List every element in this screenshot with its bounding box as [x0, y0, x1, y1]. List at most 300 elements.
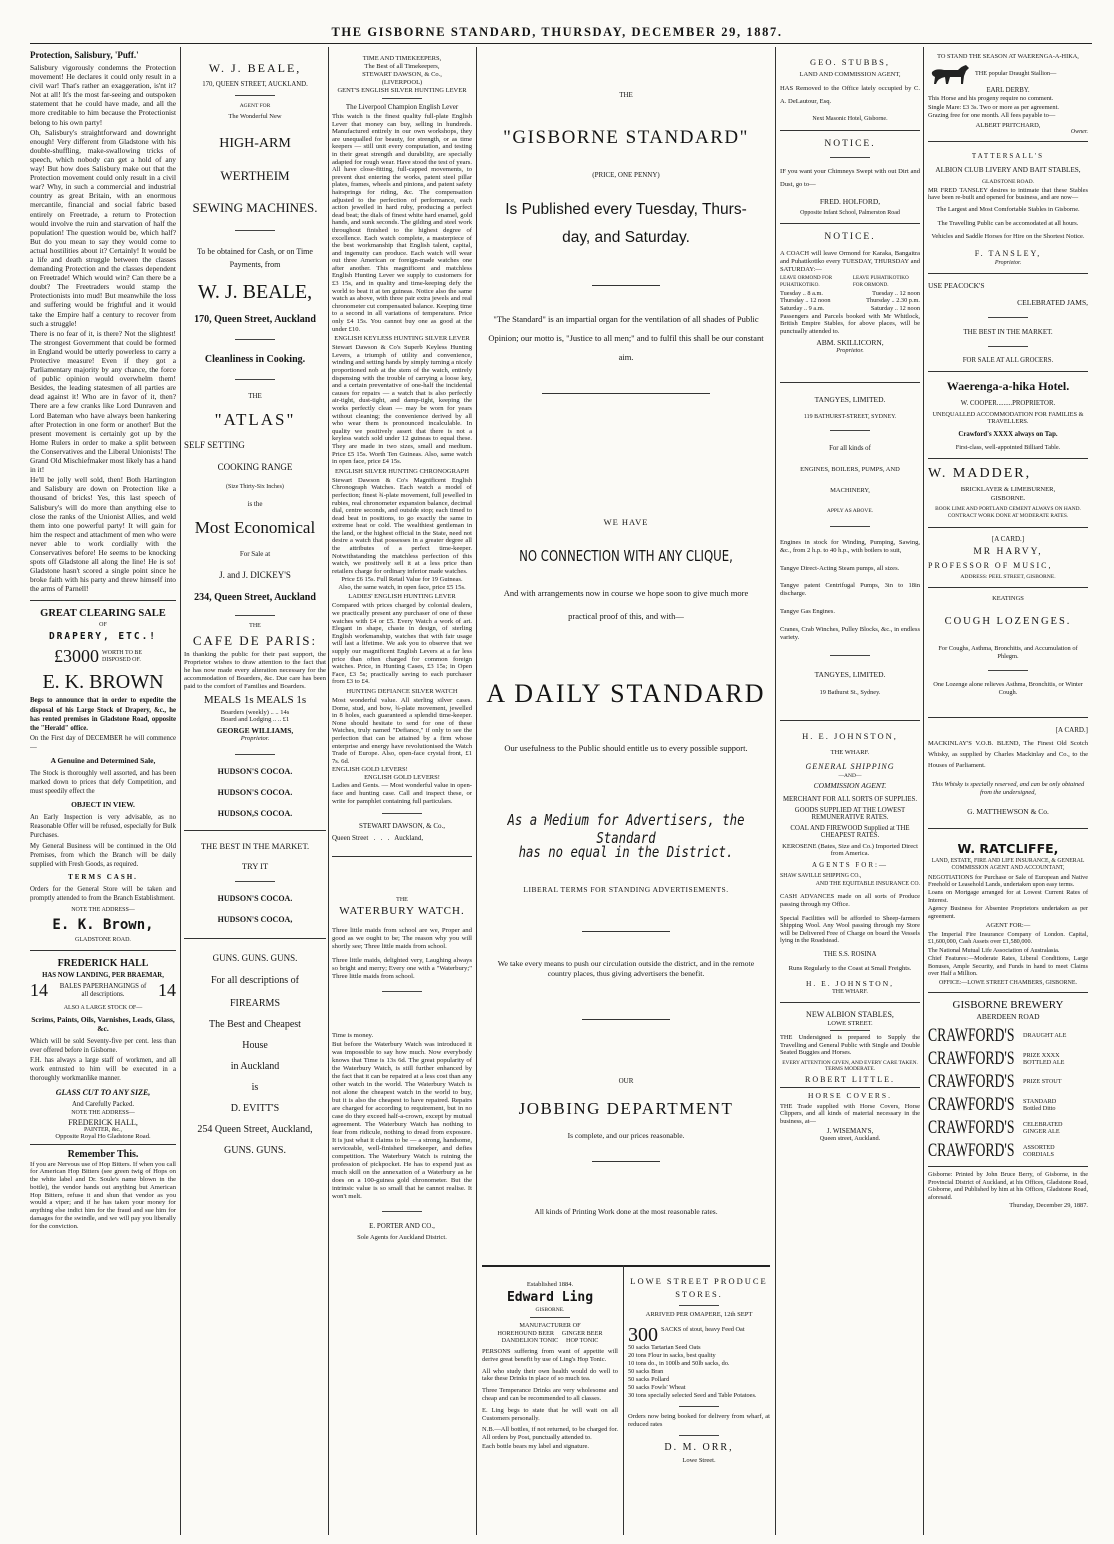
- best-cheapest: The Best and Cheapest: [209, 1019, 301, 1030]
- hall-trade: PAINTER, &c.,: [83, 1126, 123, 1133]
- divider: [382, 813, 422, 814]
- leave-ormond: LEAVE ORMOND FOR PUHATIKOTIKO.: [780, 275, 833, 288]
- loans: Loans on Mortgage arranged for at Lowest Current Rates of Interest.: [928, 889, 1088, 904]
- divider: [830, 526, 870, 527]
- agents-for: AGENTS FOR:—: [812, 861, 888, 870]
- divider: [382, 98, 422, 99]
- harvy-name: MR HARVY,: [973, 546, 1043, 557]
- travelling-public: The Travelling Public can be accomodated at all hours.: [937, 219, 1079, 227]
- robert-little: ROBERT LITTLE.: [804, 1074, 896, 1084]
- divider: [235, 881, 275, 882]
- hall-bales-row: [30, 980, 176, 1001]
- range-size: (Size Thirty-Six Inches): [226, 484, 284, 490]
- standard-the: THE: [619, 91, 633, 99]
- waterbury-text: But before the Waterbury Watch was introduced it was impossible to say how much. Now everybody knows that Time is 13s 6d. The great popularity of the Waterbury Watch, is still further enhanced by the fact that it can be repaired at a less cost than any other watch in the world. The Waterbury Watch is not alone the cheapest watch in the world to buy, but it is also the cheapest to have repaired. Repairs are charged for according to requirement, but in no case do they exceed half-a-crown, except by mutual agreement. The Waterbury Watch has nothing to fear from ridicule, nothing to dread from exposure. It is just what it claims to be — a strong, handsome, serviceable, well-finished timekeeper, and defies competition. The Waterbury Watch is ruining the profession of pickpocket. He has to expend just as much skill on the annexation of a Waterbury as he does on a 100-guinea gold chronometer. But the intrinsic value is so small that he cannot realise. It won't melt.: [332, 1041, 472, 1201]
- high-arm: HIGH-ARM: [219, 136, 291, 151]
- imperial: The Imperial Fire Insurance Company of London. Capital, £1,600,000, Cash Assets over £1,580,000.: [928, 930, 1088, 946]
- hudsons-cocoa: HUDSON'S COCOA.: [217, 767, 293, 776]
- sale-amount-note: WORTH TO BE DISPOSED OF.: [102, 649, 143, 663]
- crawford-product: PRIZE XXXX BOTTLED ALE: [1023, 1051, 1065, 1066]
- liverpool: (LIVERPOOL): [381, 79, 423, 86]
- divider: [382, 991, 422, 992]
- masthead-rule: [30, 43, 1092, 44]
- atlas-the: THE: [248, 392, 262, 400]
- lowe-street: LOWE STREET.: [827, 1019, 873, 1027]
- sacks-row: [628, 1326, 770, 1344]
- keyless-text: Stewart Dawson & Co's Superb Keyless Hunting Levers, a triumph of utility and convenience, winding and setting hands by simply turning a nicely proportioned nob at the stem of the watch, entirely dispensing with the trouble of carrying a loose key, and a certain preventative of one-half the incidental causes for repairs — a watch that is also perfectly air-tight, dust-tight, and damp-tight, keeping the works perfectly clean — may be worn for years without cleaning; the convenience derived by all who wear them is pronounced incalculable. In quality we positively assert that there is not a keyless watch sold under 12 guineas to equal these. They are made in two sizes, small and medium. Price £5 15s. Worth Ten Guineas. Also, same watch in open face, price £4 15s.: [332, 344, 472, 466]
- engines-text: Cranes, Crab Winches, Pulley Blocks, &c., in endless variety.: [780, 625, 920, 641]
- lime-text: BOOK LIME AND PORTLAND CEMENT ALWAYS ON HAND. CONTRACT WORK DONE AT MODERATE RATES.: [935, 505, 1081, 519]
- divider: [928, 141, 1088, 142]
- divider: [235, 379, 275, 380]
- pritchard: ALBERT PRITCHARD,: [975, 121, 1041, 129]
- brown-text: OBJECT IN VIEW.: [71, 800, 135, 810]
- for-coughs: For Coughs, Asthma, Bronchitis, and Accumulation of Phlegm.: [938, 644, 1078, 660]
- jobbing-complete: Is complete, and our prices reasonable.: [567, 1131, 685, 1140]
- brown-text: An Early Inspection is very advisable, as no Reasonable Offer will be refused, especially for Bulk Purchases.: [30, 814, 176, 840]
- evitt-address: 254 Queen Street, Auckland,: [197, 1124, 313, 1135]
- cafe-the: THE: [249, 623, 261, 629]
- time-cell: Tuesday .. 8 a.m.: [780, 289, 823, 297]
- defiance-heading: HUNTING DEFIANCE SILVER WATCH: [346, 687, 458, 695]
- apply-above: APPLY AS ABOVE.: [826, 507, 874, 514]
- article-paragraph: There is no fear of it, is there? Not the slightest! The strongest Government that could be formed in England would be utterly powerless to carry a Protective measure! Even if they got a Parliamentary majority by any chance, the force of public opinion would overwhelm them! Besides, the leading statesmen of all parties are dead against it! Who are in favor of it, then? There are a few cranks like Lord Dunraven and Lord Bateman who have always been hankering after Protection in one form or another! But the present movement is certainly got up by the Home Rulers in order to make a split between the Conservatives and the Liberal Unionists! The Grand Old Mischiefmaker most likely has a hand in it!: [30, 328, 176, 475]
- beale-name: W. J. BEALE,: [208, 61, 302, 75]
- cough-lozenges: COUGH LOZENGES.: [944, 615, 1072, 627]
- crawford-row: [928, 1116, 1088, 1139]
- skillicorn-proprietor: Proprietor.: [836, 346, 864, 354]
- crawford-brand: CRAWFORD'S: [928, 1116, 1015, 1138]
- article-paragraph: Salisbury vigorously condemns the Protection movement! He declares it could only result in a civil war! That's rather an exaggeration, is'nt it? Not at all! It's the most far-seeing and outspoken statement that he could have made, and all the more creditable to him because the Protectionist belong to his own party!: [30, 63, 176, 127]
- stallion-row: [928, 62, 1088, 86]
- hall-opposite: Opposite Royal Ho Gladstone Road.: [55, 1132, 151, 1140]
- coach-text: A COACH will leave Ormond for Karaka, Bangaitra and Puhatikotiko every TUESDAY, THURSDAY and SATURDAY:—: [780, 250, 920, 273]
- madder-name: W. MADDER,: [928, 465, 1032, 481]
- keyless-heading: ENGLISH KEYLESS HUNTING SILVER LEVER: [334, 335, 470, 343]
- divider: [928, 527, 1088, 528]
- hall-text: F.H. has always a large staff of workmen, and all work entrusted to him will be executed in a thoroughly workmanlike manner.: [30, 1057, 176, 1083]
- column-2: [184, 47, 326, 1535]
- remember-text: If you are Nervous use of Hop Bitters. If when you call for American Hop Bitters (see green twig of Hops on the white label and Dr. Soule's name blown in the bottle), the vendor hands out anything but American Hop Bitters, refuse it and shun that vendor as you would a viper; and if he has taken your money for anything else indict him for the fraud and sue him for damages for the swindle, and we will pay you liberally for the conviction.: [30, 1160, 176, 1230]
- proprietor: Proprietor.: [240, 735, 270, 742]
- crawford-brand: CRAWFORD'S: [928, 1047, 1015, 1069]
- no-connection: NO CONNECTION WITH ANY CLIQUE,: [519, 547, 733, 565]
- evitt: D. EVITT'S: [230, 1103, 280, 1114]
- engines-text: Engines in stock for Winding, Pumping, Sawing, &c., from 2 h.p. to 40 h.p., with boilers to suit,: [780, 538, 920, 554]
- is: is: [251, 1082, 259, 1093]
- shaw-saville: SHAW SAVILLE SHIPPING CO.,: [780, 873, 862, 880]
- try-it: TRY IT: [241, 861, 269, 871]
- most-economical: Most Economical: [194, 518, 316, 537]
- engines-text: Tangye patent Centrifugal Pumps, 3in to 18in discharge.: [780, 582, 920, 598]
- hall-note: NOTE THE ADDRESS—: [71, 1109, 135, 1116]
- champion-text: This watch is the finest quality full-plate English Lever that money can buy, selling in hundreds. Manufactured entirely in our own workshops, they are unequalled for beauty, for strength, or as time keepers — still unit every computation, and testing in their great strength and durability, are specially adapted for rough wear. Have stood the test of years. All have close-fitting, full-capped movements, to prevent dust entering the works, patent steel pillar plates, frames, wheels and pinions, and patent safety hairsprings for riding, &c. The compensation adjusted to the perfection of performance, each action jewelled in hard ruby, producing a perfect dead beat; the dials of finest white hard enamel, gold hands, and sunk seconds. The gilding and steel work throughout finished to the highest degree of excellence. Each watch complete, a masterpiece of the best workmanship that English talent, capital, and ingenuity can produce. Each watch will wear out three American or foreign-made watches one after another. This magnificent and matchless English Hunting Lever we supply to customers for £3 15s, and in quality and time-keeping defy the world to beat it at ten guineas. Notice also the same watch as above, with three pair extra jewels and real chronometer cut compensated balance. Keeping time to a second in all variations of temperature. Price only £4 15s. You cannot buy one as good at the under £10.: [332, 113, 472, 333]
- stewart-dawson-2: STEWART DAWSON, & Co.,: [358, 822, 445, 831]
- liberal-terms: LIBERAL TERMS FOR STANDING ADVERTISEMENTS.: [523, 885, 729, 894]
- brown-text: Orders for the General Store will be taken and promptly attended to from the Branch Establishment.: [30, 885, 176, 902]
- rosina-runs: Runs Regularly to the Coast at Small Freights.: [788, 964, 912, 972]
- produce-list: 50 sacks Tartarian Seed Oats 20 tons Flour in sacks, best quality 10 tons do., in 100lb and 50lb sacks, do. 50 sacks Bran 50 sacks Pollard 50 sacks Fowls' Wheat 30 tons specially selected Seed and Table Potatoes.: [628, 1344, 757, 1399]
- stand-season: TO STAND THE SEASON AT WAERENGA-A-HIKA,: [937, 53, 1079, 60]
- hall-landing: HAS NOW LANDING, PER BRAEMAR,: [42, 972, 164, 980]
- time-is-money: Time is money.: [332, 1032, 374, 1040]
- divider: [530, 1317, 570, 1318]
- ling-text: Each bottle bears my label and signature.: [482, 1442, 590, 1450]
- johnston-wharf-2: THE WHARF.: [832, 988, 868, 995]
- medium-line-1: As a Medium for Advertisers, the Standard: [507, 811, 745, 847]
- column-6: [928, 47, 1088, 1535]
- time-cell: Saturday .. 12 noon: [870, 304, 920, 312]
- queen-street: Queen Street . . . Auckland,: [332, 834, 424, 843]
- tansley-name: F. TANSLEY,: [974, 248, 1042, 258]
- crawford-product: STANDARD Bottled Ditto: [1023, 1097, 1057, 1112]
- column-1: [30, 47, 176, 1535]
- divider: [780, 382, 920, 383]
- article-paragraph: He'll be jolly well sold, then! Both Hartington and Salisbury are down on Protection like a thousand of bricks! Yes, this last speech of Salisbury's will do more than anything else to close the ranks of the Unionist Allies, and weld them into one powerful party! It will gain for him the respect and attachment of men who were never able to work cordially with the Conservatives before! He seems to be knocking spots off Gladstone all along the line! He is so! Gladstone hasn't scored a single point since he broke faith with his party and threw himself into the arms of Parnell!: [30, 475, 176, 594]
- horse-text: This Horse and his progeny require no comment.: [928, 95, 1054, 102]
- time-heading: TIME AND TIMEKEEPERS,: [362, 55, 442, 62]
- largest-stables: The Largest and Most Comfortable Stables in Gisborne.: [936, 205, 1080, 213]
- divider: [382, 1211, 422, 1212]
- ratcliffe-name: W. RATCLIFFE,: [957, 840, 1059, 856]
- firearms: FIREARMS: [229, 998, 280, 1009]
- arrived: ARRIVED PER OMAPERE, 12th SEPT: [645, 1311, 753, 1318]
- printing-text: All kinds of Printing Work done at the most reasonable rates.: [534, 1207, 718, 1216]
- sale-heading: GREAT CLEARING SALE: [40, 608, 166, 620]
- cleanliness: Cleanliness in Cooking.: [204, 354, 306, 365]
- water-the: THE: [396, 897, 408, 904]
- column-3: [332, 47, 472, 1535]
- grocers: FOR SALE AT ALL GROCERS.: [962, 356, 1054, 364]
- special-facilities: Special Facilities will be afforded to Sheep-farmers Shipping Wool. Any Wool passing through my Store will be Delivered Free of Charge on board the Vessels lying in the Roadstead.: [780, 914, 920, 945]
- matthewson: G. MATTHEWSON & Co.: [967, 806, 1049, 816]
- divider: [928, 1166, 1088, 1167]
- goods-supplied: GOODS SUPPLIED AT THE LOWEST REMUNERATIVE RATES.: [794, 807, 906, 822]
- imprint-date: Thursday, December 29, 1887.: [1009, 1202, 1088, 1210]
- cafe-name: CAFE DE PARIS:: [192, 633, 318, 648]
- lowe-st: Lowe Street.: [682, 1457, 716, 1464]
- impartial-text: "The Standard" is an impartial organ for the ventilation of all shades of Public Opinion; our motto is, "Justice to all men;" and to fulfil this shall be our constant aim.: [488, 314, 764, 362]
- hudsons-cocoa: HUDSON'S COCOA,: [217, 915, 293, 924]
- best-market: THE BEST IN THE MARKET.: [963, 327, 1053, 336]
- hall-count: 14: [158, 980, 176, 1001]
- ladies-heading: LADIES' ENGLISH HUNTING LEVER: [348, 593, 456, 601]
- coach-times: [780, 290, 920, 313]
- coach-time-row: [780, 305, 920, 313]
- article-heading: Protection, Salisbury, 'Puff.': [30, 50, 139, 60]
- column-rule: [923, 47, 924, 1535]
- we-have: WE HAVE: [603, 517, 649, 527]
- masthead-title: THE GISBORNE STANDARD, THURSDAY, DECEMBER 29, 1887.: [331, 25, 783, 39]
- column-rule: [328, 47, 329, 1535]
- for-sale-at: For Sale at: [239, 550, 271, 558]
- beale-address-2: 170, Queen Street, Auckland: [194, 314, 316, 325]
- divider: [928, 371, 1088, 372]
- divider: [928, 458, 1088, 459]
- hall-count: 14: [30, 980, 48, 1001]
- jobbing-department: JOBBING DEPARTMENT: [518, 1099, 734, 1118]
- divider: [542, 393, 710, 394]
- ling-beers: DANDELION TONIC HOP TONIC: [501, 1337, 599, 1344]
- horse-covers: HORSE COVERS.: [808, 1090, 892, 1100]
- gold-heading: ENGLISH GOLD LEVERS!: [332, 766, 408, 774]
- waterbury-poem: Three little maids, delighted very, Laughing always so bright and merry; Every one with a "Waterbury;" Three little maids from school.: [332, 957, 472, 981]
- brown-text: The Stock is thoroughly well assorted, and has been marked down to prices that defy Competition, and must speedily effect the: [30, 770, 176, 796]
- negotiations: NEGOTIATIONS for Purchase or Sale of European and Native Freehold or Leasehold Lands, undertaken upon easy terms.: [928, 873, 1088, 888]
- hall-heading: FREDERICK HALL: [57, 958, 149, 970]
- albion-stables: NEW ALBION STABLES,: [806, 1009, 894, 1019]
- divider: [780, 1087, 920, 1088]
- divider: [592, 285, 660, 286]
- medium-line-2: has no equal in the District.: [518, 843, 734, 861]
- merchant: MERCHANT FOR ALL SORTS OF SUPPLIES.: [782, 796, 918, 804]
- divider: [184, 938, 326, 939]
- time-cell: Saturday .. 9 a.m.: [780, 304, 825, 312]
- porter: E. PORTER AND CO.,: [369, 1222, 435, 1231]
- albion-club: ALBION CLUB LIVERY AND BAIT STABLES,: [935, 165, 1081, 174]
- aberdeen-road: ABERDEEN ROAD: [976, 1012, 1040, 1022]
- ling-established: Established 1884.: [526, 1281, 574, 1288]
- divider: [780, 720, 920, 721]
- defiance-text: Most wonderful value. All sterling silver cases. Dome, stud, and bow, ¾-plate movement, jewelled in 8 holes, each guaranteed a splendid time-keeper. None should hesitate to send for one of these Watches, truly named "Defiance," if only to see the perfection that can be attained by a firm whose enterprise and energy have revolutionised the Watch Trade of Europe. Also, open-face crystal front, £1 7s. 6d.: [332, 696, 472, 765]
- divider: [235, 95, 275, 96]
- chief-features: Chief Features:—Moderate Rates, Liberal Conditions, Large Bonuses, Ample Security, and Funds in hand to meet Claims over Half a Million.: [928, 955, 1088, 977]
- crawford-xxxx: Crawford's XXXX always on Tap.: [958, 430, 1058, 438]
- covers-text: THE Trade supplied with Horse Covers, Horse Clippers, and all kinds of material necessary in the business, at—: [780, 1102, 920, 1125]
- dickeys: J. and J. DICKEY'S: [219, 570, 291, 580]
- tangyes-address: 119 BATHURST-STREET, SYDNEY.: [803, 413, 897, 420]
- beale-address: 170, QUEEN STREET, AUCKLAND.: [202, 81, 308, 88]
- ling-advert: [482, 1271, 618, 1452]
- brown-address: GLADSTONE ROAD.: [75, 937, 131, 944]
- ling-name: Edward Ling: [506, 1290, 594, 1305]
- lowe-street-advert: [628, 1271, 770, 1468]
- divider: [928, 273, 1088, 274]
- keatings: KEATINGS: [992, 594, 1024, 602]
- sacks-text: SACKS of stout, heavy Feed Oat: [661, 1326, 745, 1333]
- meals: MEALS 1s MEALS 1s: [203, 694, 307, 706]
- brown-text: Begs to announce that in order to expedite the disposal of his Large Stock of Drapery, &c., he has rented premises in Gladstone Road, opposite the "Herald" office.: [30, 697, 176, 732]
- beale-big: W. J. BEALE,: [197, 281, 313, 303]
- tangyes-name: TANGYES, LIMITED.: [814, 394, 886, 404]
- beale-obtained: To be obtained for Cash, or on Time Payments, from: [197, 247, 313, 269]
- brown-script: E. K. Brown,: [52, 917, 154, 934]
- holford-address: Opposite Infant School, Palmerston Road: [800, 210, 900, 216]
- time-cell: Thursday .. 12 noon: [780, 297, 831, 305]
- for-all-kinds: For all kinds of: [829, 444, 871, 452]
- remember-heading: Remember This.: [67, 1148, 139, 1160]
- engines-heading: ENGINES, BOILERS, PUMPS, AND: [800, 465, 900, 473]
- divider: [30, 1144, 176, 1145]
- divider: [30, 600, 176, 601]
- sale-of: OF: [99, 622, 107, 629]
- brown-text: On the First day of DECEMBER he will commence—: [30, 734, 176, 751]
- equitable: AND THE EQUITABLE INSURANCE CO.: [815, 881, 920, 888]
- gents-heading: GENT'S ENGLISH SILVER HUNTING LEVER: [337, 87, 467, 94]
- unequalled: UNEQUALLED ACCOMMODATION FOR FAMILIES & TRAVELLERS.: [932, 410, 1084, 425]
- divider: [988, 317, 1028, 318]
- coach-time-row: [780, 297, 920, 305]
- kerosene: KEROSENE (Bates, Size and Co.) Imported Direct from America.: [782, 843, 918, 858]
- in-auckland: in Auckland: [230, 1061, 280, 1072]
- column-5: [780, 47, 920, 1535]
- billiard: First-class, well-appointed Billiard Table.: [955, 443, 1061, 451]
- draught-stallion: THE popular Draught Stallion—: [975, 70, 1057, 78]
- hall-bales: BALES PAPERHANGINGS of all descriptions.: [59, 982, 147, 998]
- johnston-name: H. E. JOHNSTON,: [802, 731, 898, 742]
- crawford-row: [928, 1024, 1088, 1047]
- commission-agent: COMMISSION AGENT.: [813, 781, 887, 791]
- leave-puha: LEAVE PUHATIKOTIKO FOR ORMOND.: [852, 275, 909, 288]
- gold-heading-2: ENGLISH GOLD LEVERS!: [364, 774, 440, 782]
- ling-text: E. Ling begs to state that he will wait on all Customers personally.: [482, 1406, 618, 1422]
- divider: [928, 992, 1088, 993]
- lowe-heading: LOWE STREET PRODUCE STORES.: [630, 1276, 768, 1299]
- engines-text: Tangye Gas Engines.: [780, 607, 835, 615]
- crawford-row: [928, 1139, 1088, 1162]
- horse-grazing: Grazing free for one month. All fees payable to—: [928, 112, 1056, 120]
- madder-gisborne: GISBORNE.: [990, 494, 1026, 502]
- our: OUR: [618, 1077, 634, 1085]
- divider: [30, 950, 176, 951]
- masthead: [0, 0, 1114, 46]
- is-the: is the: [247, 500, 263, 508]
- crawford-brand: CRAWFORD'S: [928, 1024, 1015, 1046]
- time-cell: Tuesday .. 12 noon: [872, 289, 920, 297]
- cooking-range: COOKING RANGE: [217, 462, 293, 472]
- imprint: Gisborne: Printed by John Bruce Berry, of Gisborne, in the Provincial District of Auckland, at his Offices, Gladstone Road, Gisborne, and Published by him at his Offices, Gladstone Road, aforesaid.: [928, 1171, 1088, 1201]
- skillicorn: ABM. SKILLICORN,: [816, 337, 884, 347]
- divider: [928, 828, 1088, 829]
- divider: [679, 1305, 719, 1306]
- whisky-text: MACKINLAY'S V.O.B. BLEND, The Finest Old Scotch Whisky, as supplied by Charles Mackinlay and Co., to the Houses of Parliament.: [928, 739, 1088, 769]
- tangyes-address-2: 19 Bathurst St., Sydney.: [819, 689, 881, 697]
- orr-name: D. M. ORR,: [664, 1442, 734, 1453]
- whisky-reserved: This Whisky is specially reserved, and can be only obtained from the undersigned,: [931, 780, 1085, 796]
- vehicles: Vehicles and Saddle Horses for Hire on the Shortest Notice.: [931, 233, 1085, 241]
- notice-heading: NOTICE.: [824, 139, 876, 149]
- best-market: THE BEST IN THE MARKET.: [200, 841, 310, 851]
- divider: [582, 1019, 670, 1020]
- board-lodging: Board and Lodging .. .. £1: [220, 716, 290, 723]
- a-card-2: [A CARD.]: [1055, 725, 1088, 734]
- guns-end: GUNS. GUNS.: [224, 1145, 286, 1156]
- firearms-for: For all descriptions of: [210, 975, 300, 986]
- sale-subheading: DRAPERY, ETC.!: [48, 631, 158, 643]
- sale-amount: £3000: [54, 646, 99, 667]
- divider: [780, 1002, 920, 1003]
- johnston-wharf: THE WHARF.: [830, 749, 870, 757]
- crawfords-list: [928, 1024, 1088, 1162]
- sacks-count: 300: [628, 1324, 658, 1346]
- general-shipping: GENERAL SHIPPING: [805, 762, 895, 772]
- ling-text: PERSONS suffering from want of appetite will derive great benefit by use of Ling's Hop Tonic.: [482, 1348, 618, 1363]
- stubbs-name: GEO. STUBBS,: [810, 57, 890, 67]
- crawford-row: [928, 1070, 1088, 1093]
- stewart-dawson: STEWART DAWSON, & Co.,: [362, 71, 442, 78]
- stubbs-next: Next Masonic Hotel, Gisborne.: [812, 116, 888, 122]
- chrono-heading: ENGLISH SILVER HUNTING CHRONOGRAPH: [335, 467, 469, 475]
- divider: [830, 655, 870, 656]
- george-williams: GEORGE WILLIAMS,: [216, 726, 294, 735]
- hudsons-cocoa: HUDSON,S COCOA.: [217, 809, 293, 818]
- hall-glass: GLASS CUT TO ANY SIZE,: [55, 1087, 151, 1097]
- divider: [332, 856, 472, 857]
- standard-title: "GISBORNE STANDARD": [503, 127, 749, 148]
- arrangements-text: And with arrangements now in course we hope soon to give much more practical proof of this, and with—: [503, 588, 749, 621]
- brewery-name: GISBORNE BREWERY: [952, 999, 1064, 1012]
- celebrated-jams: CELEBRATED JAMS,: [1017, 297, 1088, 307]
- wonderful-new: The Wonderful New: [228, 113, 282, 120]
- tangyes-name-2: TANGYES, LIMITED.: [814, 670, 886, 680]
- sole-agents: Sole Agents for Auckland District.: [357, 1234, 447, 1242]
- waterbury-heading: WATERBURY WATCH.: [339, 905, 465, 918]
- ling-text: Three Temperance Drinks are very wholesome and cheap and can be recommended to all classes.: [482, 1387, 618, 1402]
- chrono-price-2: Also, the same watch, in open face, price £5 15s.: [338, 584, 466, 592]
- agent-for: AGENT FOR:—: [985, 921, 1031, 929]
- tattersalls: TATTERSALL'S: [971, 151, 1045, 160]
- divider: [928, 587, 1088, 588]
- coach-time-row: [780, 290, 920, 298]
- hall-name: FREDERICK HALL,: [68, 1117, 138, 1127]
- article-paragraph: Oh, Salisbury's straightforward and downright enough! Very different from Gladstone with his double-shuffling, make-swallowing tricks of speech, which nobody can get a hold of any way! But how does Salisbury make out that the Protection movement could only result in a civil war? Why, in such a commercial and industrial country as great Britain, with an enormous mercantile, financial and social fabric based entirely on Freetrade, a return to Protection would involve the ruin and starvation of half the population! The question would be, which half? But do you mean to say they would come to actual hostilities about it? Certainly! It would be a life and death struggle between the classes demanding Protection and the classes dependent on Freetrade! Which would win? Can there be a doubt? The Freetraders would stamp the Protectionists into mud! But meanwhile the loss and suffering would be frightful and it would take the Empire half a century to recover from such a struggle!: [30, 127, 176, 328]
- ladies-text: Compared with prices charged by colonial dealers, we practically present any purchaser of one of these watches with £4 or £5. Every Watch a work of art. Elegant in shape, chaste in design, of sterling English workmanship, watches that with fair usage will last a lifetime. We ask you to observe that we supply our magnificent English Levers at a far less price than often charged for common foreign watches. Price, in Hunting Cases, £3 15s; in Open Face, £3 5s; practically saving to each purchaser from £3 to £4.: [332, 602, 472, 686]
- divider: [582, 931, 670, 932]
- best-of: The Best of all Timekeepers,: [364, 63, 440, 70]
- national: The National Mutual Life Association of Australasia.: [928, 946, 1060, 954]
- ling-gisborne: GISBORNE.: [535, 1307, 565, 1313]
- dickeys-address: 234, Queen Street, Auckland: [194, 592, 316, 603]
- divider: [482, 1265, 770, 1267]
- undersigned-text: THE Undersigned is prepared to Supply the Travelling and General Public with Single and Double Seated Buggies and Horses.: [780, 1033, 920, 1057]
- machinery: MACHINERY,: [830, 486, 870, 494]
- brown-text: A Genuine and Determined Sale,: [50, 756, 156, 765]
- circulation-text: We take every means to push our circulation outside the district, and in the remote country places, thus giving advertisers the benefit.: [497, 959, 755, 978]
- crawford-product: ASSORTED CORDIALS: [1023, 1143, 1055, 1158]
- divider: [235, 230, 275, 231]
- chrono-price: Price £6 15s. Full Retail Value for 19 Guineas.: [341, 576, 463, 584]
- crawford-brand: CRAWFORD'S: [928, 1139, 1015, 1161]
- column-rule: [775, 47, 776, 1535]
- rosina: THE S.S. ROSINA: [823, 950, 877, 958]
- agency: Agency Business for Absentee Proprietors undertaken as per agreement.: [928, 905, 1088, 920]
- divider: [679, 1435, 719, 1436]
- and: —AND—: [838, 773, 862, 780]
- cooper: W. COOPER.........PROPRIETOR.: [960, 399, 1056, 407]
- crawford-brand: CRAWFORD'S: [928, 1093, 1015, 1115]
- wiseman-address: Queen street, Auckland.: [819, 1135, 881, 1143]
- hall-goods: Scrims, Paints, Oils, Varnishes, Leads, Glass, &c.: [31, 1015, 175, 1034]
- stubbs-title: LAND AND COMMISSION AGENT,: [799, 71, 901, 78]
- daily-standard: A DAILY STANDARD: [486, 679, 766, 708]
- boarders: Boarders (weekly) .. .. 14s: [220, 709, 290, 716]
- johnston-name-2: H. E. JOHNSTON,: [806, 978, 894, 988]
- usefulness-text: Our usefulness to the Public should entitle us to every possible support.: [504, 743, 748, 753]
- earl-derby: EARL DERBY.: [986, 87, 1030, 94]
- standard-price: (PRICE, ONE PENNY): [592, 171, 660, 179]
- land-estate: LAND, ESTATE, FIRE AND LIFE INSURANCE, & GENERAL COMMISSION AGENT AND ACCOUNTANT,: [931, 857, 1085, 871]
- stubbs-removed: HAS Removed to the Office lately occupied by C. A. DeLautour, Esq.: [780, 85, 920, 105]
- harvy-address: ADDRESS: PEEL STREET, GISBORNE.: [960, 573, 1056, 580]
- divider: [928, 717, 1088, 718]
- passengers-text: Passengers and Parcels booked with Mr Whitlock, British Empire Stables, for above places, will be punctually attended to.: [780, 312, 920, 336]
- every-attention: EVERY ATTENTION GIVEN, AND EVERY CARE TAKEN. TERMS MODERATE.: [782, 1059, 918, 1072]
- published-line-1: Is Published every Tuesday, Thurs-: [505, 201, 747, 218]
- tansley-proprietor: Proprietor.: [994, 259, 1022, 266]
- horse-icon: [928, 62, 972, 86]
- notice-heading: NOTICE.: [824, 232, 876, 242]
- wiseman: J. WISEMAN'S,: [826, 1127, 874, 1136]
